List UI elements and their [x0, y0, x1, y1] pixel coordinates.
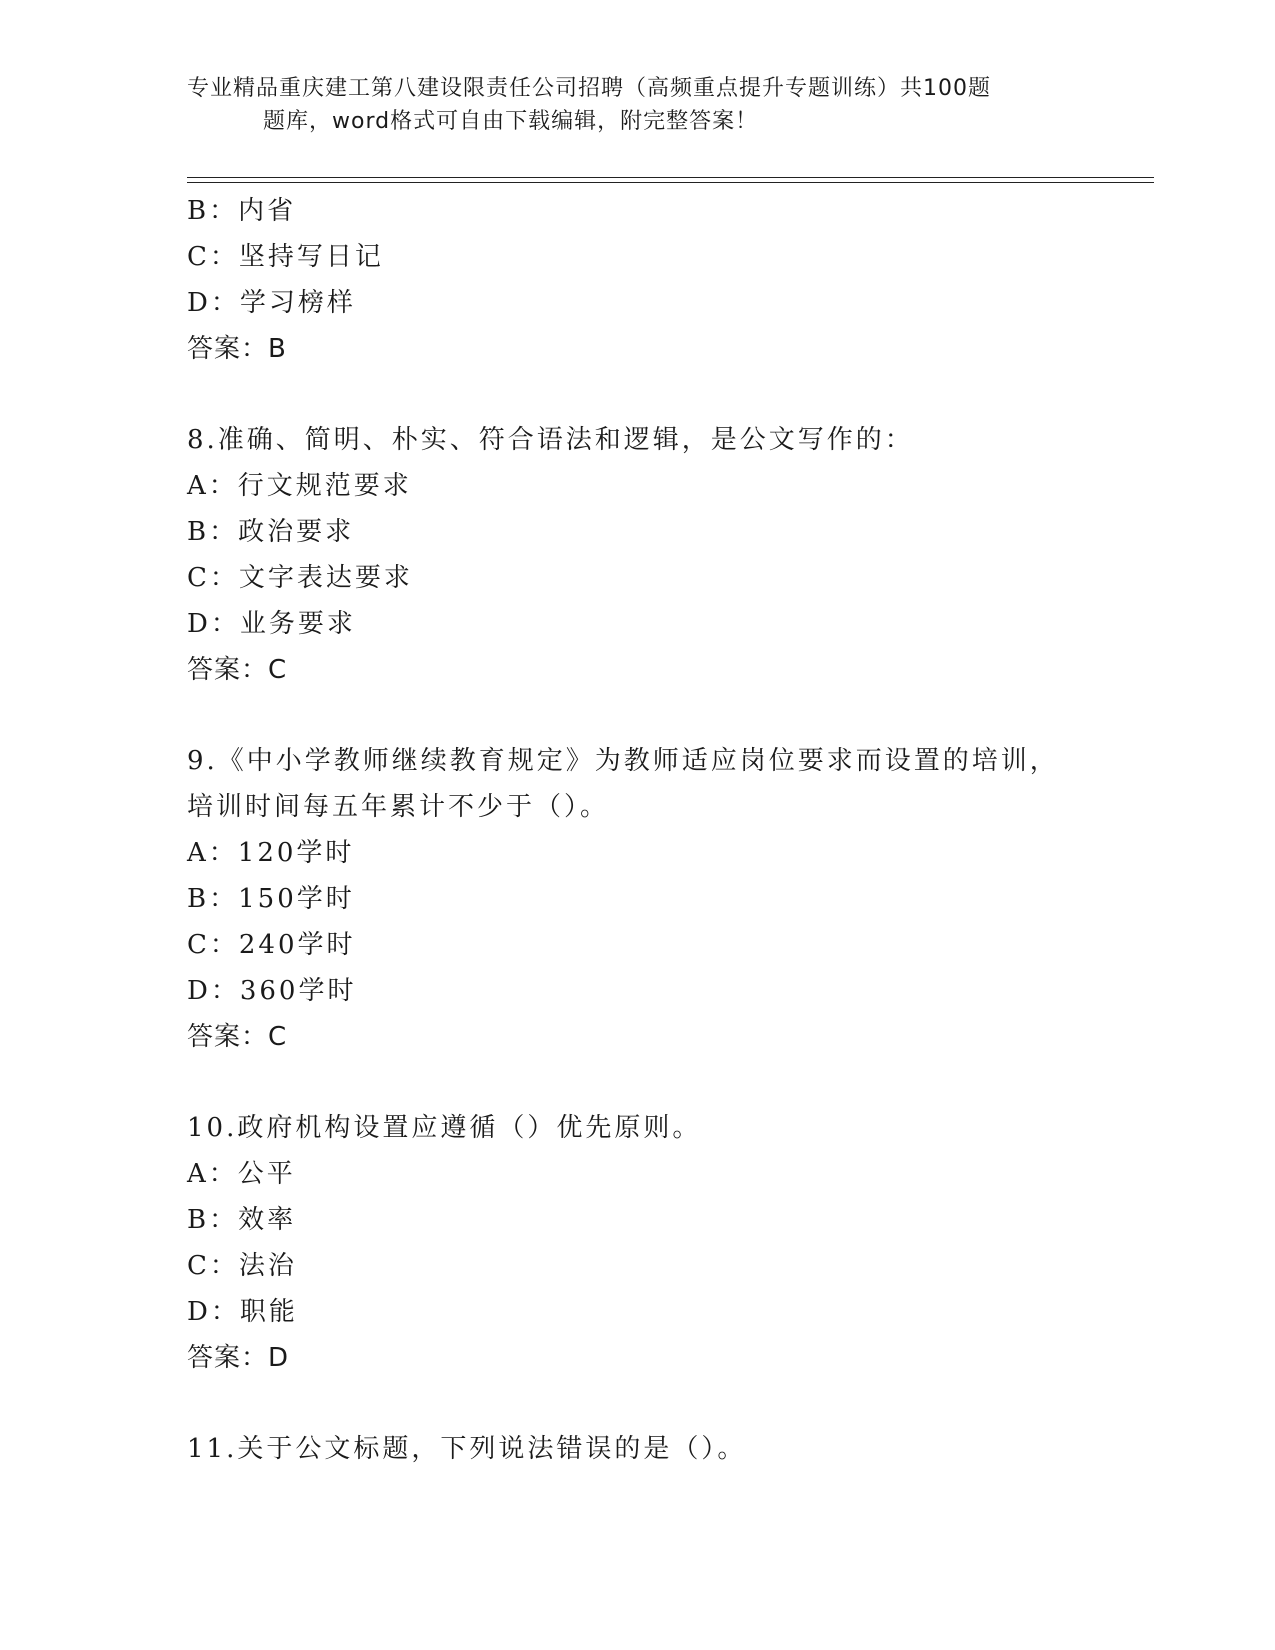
option-b: B：内省 [187, 196, 297, 226]
header-divider-bottom [187, 182, 1154, 183]
question-text-line1: 9.《中小学教师继续教育规定》为教师适应岗位要求而设置的培训， [187, 746, 1059, 776]
header-title-line1: 专业精品重庆建工第八建设限责任公司招聘（高频重点提升专题训练）共100题 [187, 76, 991, 101]
option-c: C：240学时 [187, 930, 356, 960]
question-11 [187, 1426, 1147, 1472]
option-a: A：公平 [187, 1159, 296, 1189]
option-d: D：业务要求 [187, 609, 356, 639]
question-9 [187, 738, 1147, 1060]
question-text: 11.关于公文标题，下列说法错误的是（）。 [187, 1434, 747, 1464]
document-header [187, 72, 1087, 138]
option-d: D：学习榜样 [187, 288, 356, 318]
question-text-line2: 培训时间每五年累计不少于（）。 [187, 792, 610, 822]
option-c: C：文字表达要求 [187, 563, 413, 593]
header-divider-top [187, 177, 1154, 178]
option-b: B：政治要求 [187, 517, 355, 547]
question-10 [187, 1105, 1147, 1381]
option-c: C：法治 [187, 1251, 297, 1281]
option-c: C：坚持写日记 [187, 242, 384, 272]
option-d: D：360学时 [187, 976, 357, 1006]
question-8 [187, 417, 1147, 693]
question-list [187, 188, 1147, 1472]
option-d: D：职能 [187, 1297, 298, 1327]
option-b: B：150学时 [187, 884, 355, 914]
option-a: A：行文规范要求 [187, 471, 412, 501]
header-title-line2: 题库，word格式可自由下载编辑，附完整答案！ [263, 109, 759, 134]
option-a: A：120学时 [187, 838, 355, 868]
option-b: B：效率 [187, 1205, 297, 1235]
answer: 答案：C [187, 655, 288, 685]
question-text: 8.准确、简明、朴实、符合语法和逻辑，是公文写作的： [187, 425, 914, 455]
question-text: 10.政府机构设置应遵循（）优先原则。 [187, 1113, 702, 1143]
answer: 答案：B [187, 334, 287, 364]
answer: 答案：C [187, 1022, 288, 1052]
answer: 答案：D [187, 1343, 290, 1373]
question-7 [187, 188, 1147, 372]
